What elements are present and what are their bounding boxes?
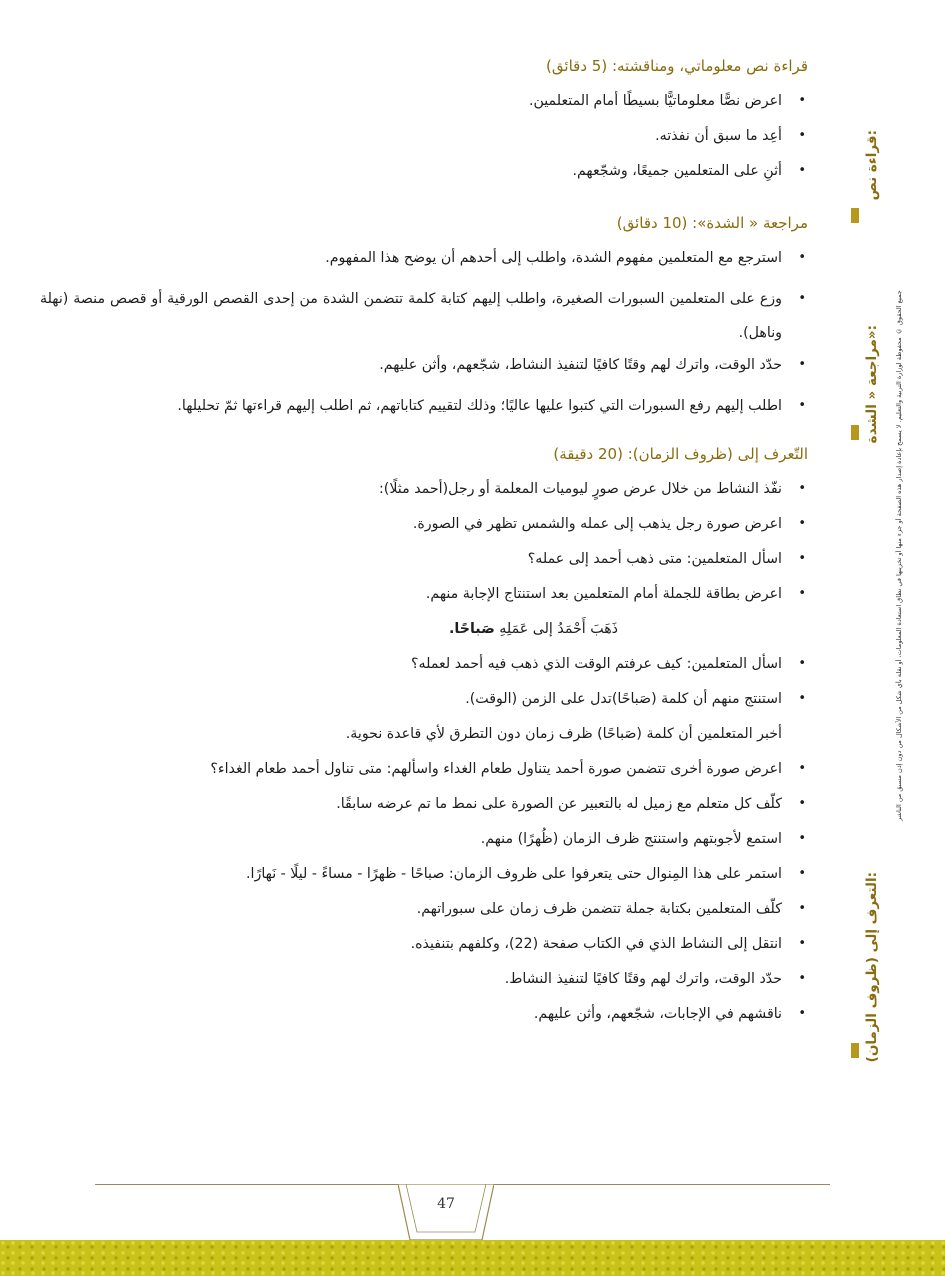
list-item: • أعِد ما سبق أن نفذته. (40, 125, 808, 147)
list-time-adverbs (40, 478, 808, 1025)
list-item: • اعرض صورة رجل يذهب إلى عمله والشمس تظهر في الصورة. (40, 513, 808, 535)
example-sentence-adverb: صَباحًا. (449, 621, 495, 637)
list-item: • استنتج منهم أن كلمة (صَباحًا)تدل على الزمن (الوقت). (40, 688, 808, 710)
lesson-content (40, 55, 808, 1055)
section-shadda-review (40, 212, 808, 423)
copyright-notice: جميع الحقوق © محفوظة لوزارة التربية والتعليم. لا يسمح بإعادة إصدار هذه الصفحة أو جزء منها أو تخزينها في نطاق استعادة المعلومات، أو نقله بأي شكل من الأشكال من دون إذن مسبق من الناشر (895, 290, 903, 821)
list-item: • انتقل إلى النشاط الذي في الكتاب صفحة (22)، وكلفهم بتنفيذه. (40, 933, 808, 955)
sidebar-marker-reading (851, 208, 859, 223)
list-item: • اعرض صورة أخرى تتضمن صورة أحمد يتناول طعام الغداء واسألهم: متى تناول أحمد طعام الغداء؟ (40, 758, 808, 780)
list-item: • اعرض بطاقة للجملة أمام المتعلمين بعد استنتاج الإجابة منهم. (40, 583, 808, 605)
section-title-shadda: مراجعة « الشدة»: (10 دقائق) (616, 214, 808, 232)
list-item: • اعرض نصًّا معلوماتيًّا بسيطًا أمام المتعلمين. (40, 90, 808, 112)
list-item: • اسأل المتعلمين: متى ذهب أحمد إلى عمله؟ (40, 548, 808, 570)
page-number: 47 (437, 1196, 455, 1212)
section-reading (40, 55, 808, 182)
section-title-time-adverbs: التّعرف إلى (ظروف الزمان): (20 دقيقة) (553, 445, 808, 463)
list-item: • اطلب إليهم رفع السبورات التي كتبوا عليها عاليًا؛ وذلك لتقييم كتاباتهم، ثم اطلب إليهم قراءتها ثمّ تحليلها. (40, 389, 808, 423)
page-number-tab (398, 1184, 494, 1240)
example-sentence (40, 618, 808, 640)
list-item: • اسأل المتعلمين: كيف عرفتم الوقت الذي ذهب فيه أحمد لعمله؟ (40, 653, 808, 675)
sidebar-marker-time-adverbs (851, 1043, 859, 1058)
section-title-reading: قراءة نص معلوماتي، ومناقشته: (5 دقائق) (546, 57, 808, 75)
sidebar-label-shadda: مراجعة « الشدة»: (864, 325, 880, 444)
list-item: • كلّف كل متعلم مع زميل له بالتعبير عن الصورة على نمط ما تم عرضه سابقًا. (40, 793, 808, 815)
footer-decorative-band (0, 1240, 945, 1276)
section-time-adverbs (40, 443, 808, 1025)
list-item: • نفّذ النشاط من خلال عرض صورٍ ليوميات المعلمة أو رجل(أحمد مثلًا): (40, 478, 808, 500)
list-item: • استمع لأجوبتهم واستنتج ظرف الزمان (ظُهرًا) منهم. (40, 828, 808, 850)
list-item: أخبر المتعلمين أن كلمة (صَباحًا) ظرف زمان دون التطرق لأي قاعدة نحوية. (345, 726, 782, 742)
example-sentence-text: ذَهَبَ أَحْمَدُ إلى عَمَلِهِ (494, 621, 618, 637)
list-item: • حدّد الوقت، واترك لهم وقتًا كافيًا لتنفيذ النشاط. (40, 968, 808, 990)
list-item: • أثنِ على المتعلمين جميعًا، وشجّعهم. (40, 160, 808, 182)
sidebar-label-time-adverbs: التعرف إلى (ظروف الزمان): (864, 872, 880, 1063)
list-item: • استمر على هذا المِنوال حتى يتعرفوا على ظروف الزمان: صباحًا - ظهرًا - مساءً - ليلًا - نَهارًا. (40, 863, 808, 885)
list-item: • استرجع مع المتعلمين مفهوم الشدة، واطلب إلى أحدهم أن يوضح هذا المفهوم. (40, 247, 808, 269)
list-item: • حدّد الوقت، واترك لهم وقتًا كافيًا لتنفيذ النشاط، شجّعهم، وأثن عليهم. (40, 354, 808, 376)
list-shadda (40, 247, 808, 423)
list-item: • ناقشهم في الإجابات، شجّعهم، وأثن عليهم. (40, 1003, 808, 1025)
list-item: • وزع على المتعلمين السبورات الصغيرة، واطلب إليهم كتابة كلمة تتضمن الشدة من إحدى القصص الورقية أو قصص منصة (نهلة وناهل). (40, 282, 808, 350)
list-reading (40, 90, 808, 182)
sidebar-label-reading: قراءة نص: (864, 130, 880, 201)
sidebar-marker-shadda (851, 425, 859, 440)
list-item: • كلّف المتعلمين بكتابة جملة تتضمن ظرف زمان على سبوراتهم. (40, 898, 808, 920)
